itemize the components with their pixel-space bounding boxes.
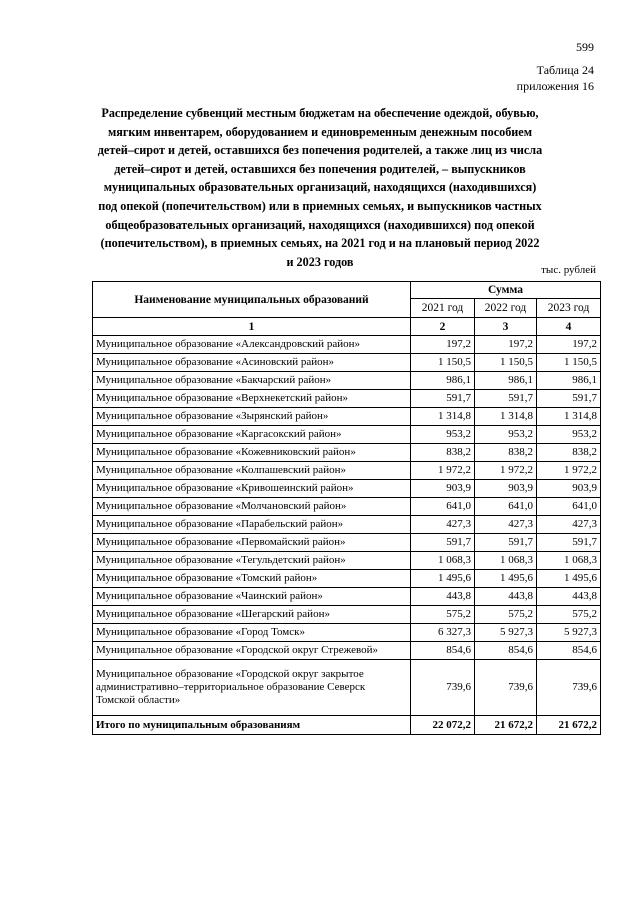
table-row <box>93 444 601 462</box>
value-2023-cell: 591,7 <box>537 534 601 552</box>
table-row <box>93 462 601 480</box>
value-2021-cell: 739,6 <box>411 660 475 716</box>
municipality-name-cell: Муниципальное образование «Бакчарский район» <box>93 372 411 390</box>
value-2023-cell: 591,7 <box>537 390 601 408</box>
table-row <box>93 498 601 516</box>
value-2021-cell: 1 068,3 <box>411 552 475 570</box>
value-2021-cell: 443,8 <box>411 588 475 606</box>
value-2021-cell: 427,3 <box>411 516 475 534</box>
municipality-name-cell: Муниципальное образование «Зырянский район» <box>93 408 411 426</box>
value-2022-cell: 739,6 <box>475 660 537 716</box>
municipality-name-cell: Муниципальное образование «Александровский район» <box>93 336 411 354</box>
value-2022-cell: 1 972,2 <box>475 462 537 480</box>
value-2023-cell: 5 927,3 <box>537 624 601 642</box>
table-row <box>93 354 601 372</box>
value-2022-cell: 1 068,3 <box>475 552 537 570</box>
table-row <box>93 606 601 624</box>
municipality-name-cell: Муниципальное образование «Чаинский район» <box>93 588 411 606</box>
municipality-name-cell: Муниципальное образование «Городской округ Стрежевой» <box>93 642 411 660</box>
value-2023-cell: 1 314,8 <box>537 408 601 426</box>
table-row <box>93 534 601 552</box>
value-2022-cell: 591,7 <box>475 390 537 408</box>
column-number: 1 <box>93 318 411 336</box>
total-2022: 21 672,2 <box>475 716 537 735</box>
municipality-name-cell: Муниципальное образование «Верхнекетский район» <box>93 390 411 408</box>
table-row <box>93 660 601 716</box>
value-2021-cell: 838,2 <box>411 444 475 462</box>
value-2023-cell: 641,0 <box>537 498 601 516</box>
header-municipality-name: Наименование муниципальных образований <box>93 282 411 318</box>
value-2023-cell: 739,6 <box>537 660 601 716</box>
municipality-name-cell: Муниципальное образование «Парабельский район» <box>93 516 411 534</box>
value-2022-cell: 575,2 <box>475 606 537 624</box>
subventions-table <box>92 281 601 735</box>
value-2021-cell: 986,1 <box>411 372 475 390</box>
total-row <box>93 716 601 735</box>
municipality-name-cell: Муниципальное образование «Кожевниковский район» <box>93 444 411 462</box>
value-2021-cell: 591,7 <box>411 390 475 408</box>
header-year-2023: 2023 год <box>537 299 601 318</box>
appendix-reference <box>517 62 594 94</box>
value-2022-cell: 838,2 <box>475 444 537 462</box>
value-2022-cell: 1 150,5 <box>475 354 537 372</box>
value-2023-cell: 443,8 <box>537 588 601 606</box>
table-row <box>93 516 601 534</box>
municipality-name-cell: Муниципальное образование «Городской округ закрытое административно–территориальное образование Северск Томской области» <box>93 660 411 716</box>
value-2021-cell: 641,0 <box>411 498 475 516</box>
document-title: Распределение субвенций местным бюджетам на обеспечение одеждой, обувью, мягким инвентарем, оборудованием и единовременным денежным пособием детей–сирот и детей, оставшихся без попечения родителей, а также лиц из числа детей–сирот и детей, оставшихся без попечения родителей, – выпускников муниципальных образовательных организаций, находящихся (находившихся) под опекой (попечительством) или в приемных семьях, и выпускников частных общеобразовательных организаций, находящихся (находившихся) под опекой (попечительством), в приемных семьях, на 2021 год и на плановый период 2022 и 2023 годов <box>97 106 543 269</box>
column-number: 3 <box>475 318 537 336</box>
header-year-2021: 2021 год <box>411 299 475 318</box>
value-2022-cell: 903,9 <box>475 480 537 498</box>
value-2022-cell: 953,2 <box>475 426 537 444</box>
header-year-2022: 2022 год <box>475 299 537 318</box>
value-2023-cell: 953,2 <box>537 426 601 444</box>
value-2023-cell: 1 495,6 <box>537 570 601 588</box>
table-row <box>93 336 601 354</box>
value-2022-cell: 427,3 <box>475 516 537 534</box>
municipality-name-cell: Муниципальное образование «Первомайский район» <box>93 534 411 552</box>
value-2023-cell: 854,6 <box>537 642 601 660</box>
value-2022-cell: 197,2 <box>475 336 537 354</box>
table-body <box>93 336 601 716</box>
table-row <box>93 552 601 570</box>
units-label: тыс. рублей <box>541 264 596 276</box>
value-2021-cell: 1 495,6 <box>411 570 475 588</box>
value-2021-cell: 1 150,5 <box>411 354 475 372</box>
value-2023-cell: 1 150,5 <box>537 354 601 372</box>
total-label: Итого по муниципальным образованиям <box>93 716 411 735</box>
value-2021-cell: 591,7 <box>411 534 475 552</box>
table-label: Таблица 24 <box>536 63 594 77</box>
value-2021-cell: 953,2 <box>411 426 475 444</box>
value-2023-cell: 986,1 <box>537 372 601 390</box>
table-row <box>93 372 601 390</box>
value-2021-cell: 197,2 <box>411 336 475 354</box>
table-row <box>93 390 601 408</box>
table-row <box>93 426 601 444</box>
municipality-name-cell: Муниципальное образование «Колпашевский район» <box>93 462 411 480</box>
municipality-name-cell: Муниципальное образование «Город Томск» <box>93 624 411 642</box>
value-2022-cell: 1 314,8 <box>475 408 537 426</box>
value-2023-cell: 427,3 <box>537 516 601 534</box>
value-2023-cell: 1 068,3 <box>537 552 601 570</box>
value-2023-cell: 903,9 <box>537 480 601 498</box>
value-2022-cell: 986,1 <box>475 372 537 390</box>
column-number: 2 <box>411 318 475 336</box>
municipality-name-cell: Муниципальное образование «Каргасокский район» <box>93 426 411 444</box>
value-2022-cell: 5 927,3 <box>475 624 537 642</box>
value-2022-cell: 854,6 <box>475 642 537 660</box>
value-2023-cell: 838,2 <box>537 444 601 462</box>
value-2021-cell: 1 972,2 <box>411 462 475 480</box>
value-2022-cell: 641,0 <box>475 498 537 516</box>
value-2022-cell: 443,8 <box>475 588 537 606</box>
value-2021-cell: 1 314,8 <box>411 408 475 426</box>
header-sum: Сумма <box>411 282 601 299</box>
table-row <box>93 624 601 642</box>
value-2022-cell: 591,7 <box>475 534 537 552</box>
page-number: 599 <box>576 40 594 54</box>
value-2023-cell: 1 972,2 <box>537 462 601 480</box>
value-2021-cell: 6 327,3 <box>411 624 475 642</box>
total-2023: 21 672,2 <box>537 716 601 735</box>
table-row <box>93 570 601 588</box>
municipality-name-cell: Муниципальное образование «Томский район» <box>93 570 411 588</box>
municipality-name-cell: Муниципальное образование «Кривошеинский район» <box>93 480 411 498</box>
value-2023-cell: 197,2 <box>537 336 601 354</box>
municipality-name-cell: Муниципальное образование «Молчановский район» <box>93 498 411 516</box>
value-2021-cell: 903,9 <box>411 480 475 498</box>
appendix-label: приложения 16 <box>516 79 594 93</box>
value-2021-cell: 854,6 <box>411 642 475 660</box>
table-row <box>93 588 601 606</box>
municipality-name-cell: Муниципальное образование «Шегарский район» <box>93 606 411 624</box>
value-2023-cell: 575,2 <box>537 606 601 624</box>
table-row <box>93 480 601 498</box>
total-2021: 22 072,2 <box>411 716 475 735</box>
table-row <box>93 642 601 660</box>
value-2021-cell: 575,2 <box>411 606 475 624</box>
value-2022-cell: 1 495,6 <box>475 570 537 588</box>
column-number: 4 <box>537 318 601 336</box>
municipality-name-cell: Муниципальное образование «Тегульдетский район» <box>93 552 411 570</box>
table-row <box>93 408 601 426</box>
municipality-name-cell: Муниципальное образование «Асиновский район» <box>93 354 411 372</box>
